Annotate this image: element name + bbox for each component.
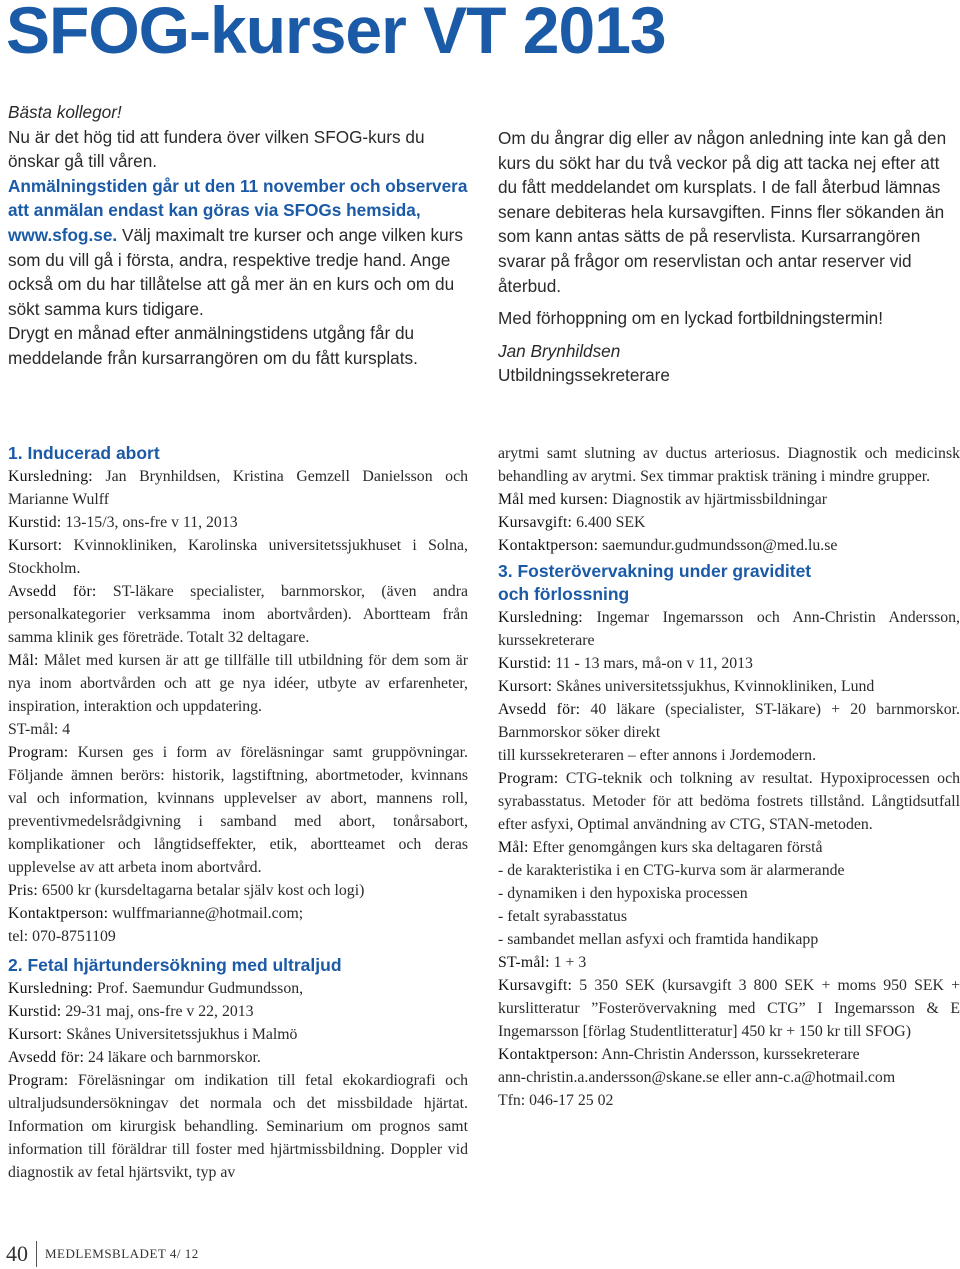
greeting: Bästa kollegor!: [8, 102, 122, 122]
course-3-kurstid: [498, 652, 960, 675]
label: Kontaktperson:: [498, 537, 599, 554]
course-1-heading: 1. Inducerad abort: [8, 443, 160, 463]
course-3-kursort: [498, 675, 960, 698]
value: 11 - 13 mars, må-on v 11, 2013: [551, 655, 753, 672]
course-2-program-continued: arytmi samt slutning av ductus arteriosus. Diagnostik och medicinsk behandling av arytmi. Sex timmar praktisk träning i mindre grupper.: [498, 445, 960, 485]
course-3-goal-item: - sambandet mellan asfyxi och framtida handikapp: [498, 931, 819, 948]
course-1-pris: [8, 879, 468, 902]
label: Mål:: [8, 652, 39, 669]
label: Kurstid:: [498, 655, 552, 672]
label: Kursort:: [498, 678, 553, 695]
course-1-kursort: [8, 534, 468, 580]
value: Föreläsningar om indikation till fetal ekokardiografi och ultraljudsundersökningav det normala och det missbildade hjärtat. Information om kirurgisk behandling. Seminarium om prognos samt information till föräldrar till foster med hjärtmissbildning. Doppler vid diagnostik av fetal hjärtsvikt, typ av: [8, 1072, 468, 1181]
intro-paragraph-1: Nu är det hög tid att fundera över vilken SFOG-kurs du önskar gå till våren.: [8, 126, 425, 172]
course-3-program: [498, 767, 960, 836]
course-1-mal: [8, 649, 468, 718]
course-1-avsedd: [8, 580, 468, 649]
intro-right-paragraph-1: Om du ångrar dig eller av någon anledning inte kan gå den kurs du sökt har du två veckor på dig att tacka nej efter att du fått meddelandet om kursplats. I de fall återbud lämnas senare debiteras hela kursavgiften. Finns fler sökanden än som kann antas sätts de på reservlista. Kursarrangören svarar på frågor om reservlistan och antar reserver vid återbud.: [498, 128, 947, 296]
value: Ingemar Ingemarsson och Ann-Christin Andersson, kurssekreterare: [498, 609, 960, 649]
course-2-avgift: [498, 511, 960, 534]
course-3-avgift: [498, 974, 960, 1043]
value: 1 + 3: [549, 954, 587, 971]
course-2-kursort: [8, 1023, 468, 1046]
intro-left-column: [8, 100, 470, 371]
label: Pris:: [8, 882, 38, 899]
value: Kursen ges i form av föreläsningar samt gruppövningar. Följande ämnen berörs: historik, lagstiftning, abortmetoder, kvinnans val och information, kvinnans upplevelser av abort, mannens roll, preventivmedelsrådgivning i samband med abort, tonårsabort, komplikationer och långtidseffekter, etik, abortteamet och deras upplevelse av att arbeta inom abortvård.: [8, 744, 468, 876]
course-1-stmal: ST-mål: 4: [8, 721, 71, 738]
page-number: 40: [6, 1241, 28, 1266]
value: CTG-teknik och tolkning av resultat. Hypoxiprocessen och syrabasstatus. Metoder för att bedöma fostrets tillstånd. Långtidsutfall efter asfyxi, Optimal användning av CTG, STAN-metoden.: [498, 770, 960, 833]
value: 6500 kr (kursdeltagarna betalar själv kost och logi): [37, 882, 365, 899]
course-1-kontakt: [8, 902, 468, 925]
course-1-kursledning: [8, 465, 468, 511]
label: Program:: [8, 744, 69, 761]
value: 40 läkare (specialister, ST-läkare) + 20 barnmorskor. Barnmorskor söker direkt: [498, 701, 960, 741]
course-3-avsedd: [498, 698, 960, 744]
course-1-program: [8, 741, 468, 879]
value: 24 läkare och barnmorskor.: [84, 1049, 261, 1066]
course-2-mal: [498, 488, 960, 511]
course-2-kontakt: [498, 534, 960, 557]
course-1-kurstid: [8, 511, 468, 534]
label: Kursort:: [8, 1026, 63, 1043]
course-2-avsedd: [8, 1046, 468, 1069]
signature-title: Utbildningssekreterare: [498, 365, 670, 386]
course-2-program: [8, 1069, 468, 1184]
publication-name: MEDLEMSBLADET 4/ 12: [45, 1246, 199, 1261]
page-title: SFOG-kurser VT 2013: [6, 0, 666, 67]
label: Kontaktperson:: [8, 905, 109, 922]
value: Efter genomgången kurs ska deltagaren förstå: [528, 839, 823, 856]
label: ST-mål:: [498, 954, 550, 971]
courses-left-column: [8, 442, 468, 1184]
course-3-stmal: [498, 951, 960, 974]
value: ST-läkare specialister, barnmorskor, (även andra personalkategorier verksamma inom abortvården). Abortteam från samma klinik ges företräde. Totalt 32 deltagare.: [8, 583, 468, 646]
label: Mål:: [498, 839, 529, 856]
heading-line-1: 3. Fosterövervakning under graviditet: [498, 561, 812, 581]
signature-name: Jan Brynhildsen: [498, 340, 621, 361]
label: Program:: [498, 770, 559, 787]
intro-paragraph-2-rest: Välj maximalt tre kurser och ange vilken kurs som du vill gå i första, andra, respektive tredje hand. Ange också om du har tillåtelse att gå mer än en kurs och om du sökt samma kurs tidigare.: [8, 224, 463, 319]
value: Prof. Saemundur Gudmundsson,: [92, 980, 304, 997]
value: 13-15/3, ons-fre v 11, 2013: [61, 514, 238, 531]
label: Kursort:: [8, 537, 63, 554]
course-2-kurstid: [8, 1000, 468, 1023]
course-2-kursledning: [8, 977, 468, 1000]
label: Kursavgift:: [498, 514, 573, 531]
label: Kurstid:: [8, 514, 62, 531]
course-3-avsedd-continued: till kurssekreteraren – efter annons i Jordemodern.: [498, 747, 817, 764]
courses-right-column: [498, 442, 960, 1112]
value: 6.400 SEK: [572, 514, 646, 531]
value: saemundur.gudmundsson@med.lu.se: [598, 537, 838, 554]
course-3-goal-item: - fetalt syrabasstatus: [498, 908, 627, 925]
value: Diagnostik av hjärtmissbildningar: [608, 491, 827, 508]
value: Målet med kursen är att ge tillfälle till utbildning för dem som är nya inom abortvården och att ge nya idéer, utbyte av erfarenheter, inspiration, interaktion och uppdatering.: [8, 652, 468, 715]
course-3-mal: [498, 836, 960, 859]
label: Avsedd för:: [8, 583, 97, 600]
value: Skånes universitetssjukhus, Kvinnokliniken, Lund: [552, 678, 875, 695]
value: 5 350 SEK (kursavgift 3 800 SEK + moms 950 SEK + kurslitteratur ”Fosterövervakning med CTG” I Ingemarsson & E Ingemarsson [förlag Studentlitteratur] 450 kr + 150 kr till SFOG): [498, 977, 960, 1040]
label: Mål med kursen:: [498, 491, 609, 508]
intro-paragraph-2: [8, 174, 470, 322]
label: Avsedd för:: [8, 1049, 85, 1066]
course-3-goal-item: - dynamiken i den hypoxiska processen: [498, 885, 748, 902]
course-2-heading: 2. Fetal hjärtundersökning med ultraljud: [8, 955, 342, 975]
page-footer: [6, 1240, 199, 1268]
course-3-heading: [498, 560, 960, 606]
value: Skånes Universitetssjukhus i Malmö: [62, 1026, 298, 1043]
label: Avsedd för:: [498, 701, 581, 718]
label: Kursavgift:: [498, 977, 573, 994]
label: Kursledning:: [8, 980, 93, 997]
intro-right-paragraph-2: Med förhoppning om en lyckad fortbildningstermin!: [498, 308, 884, 329]
intro-right-column: [498, 126, 960, 388]
value: Jan Brynhildsen, Kristina Gemzell Danielsson och Marianne Wulff: [8, 468, 468, 508]
course-3-tfn: Tfn: 046-17 25 02: [498, 1092, 614, 1109]
value: 29-31 maj, ons-fre v 22, 2013: [61, 1003, 254, 1020]
deadline-notice: Anmälningstiden går ut den 11 november och observera att anmälan endast kan göras via SFOGs hemsida, www.sfog.se.: [8, 175, 468, 245]
label: Kontaktperson:: [498, 1046, 599, 1063]
label: Kursledning:: [498, 609, 583, 626]
label: Kursledning:: [8, 468, 93, 485]
label: Program:: [8, 1072, 69, 1089]
course-3-emails: ann-christin.a.andersson@skane.se eller ann-c.a@hotmail.com: [498, 1069, 896, 1086]
footer-divider: [36, 1241, 37, 1267]
course-1-tel: tel: 070-8751109: [8, 928, 116, 945]
course-3-kursledning: [498, 606, 960, 652]
value: wulffmarianne@hotmail.com;: [108, 905, 304, 922]
intro-paragraph-3: Drygt en månad efter anmälningstidens utgång får du meddelande från kursarrangören om du fått kursplats.: [8, 323, 418, 368]
value: Ann-Christin Andersson, kurssekreterare: [598, 1046, 860, 1063]
course-3-goal-item: - de karakteristika i en CTG-kurva som är alarmerande: [498, 862, 845, 879]
value: Kvinnokliniken, Karolinska universitetssjukhuset i Solna, Stockholm.: [8, 537, 468, 577]
course-3-kontakt: [498, 1043, 960, 1066]
label: Kurstid:: [8, 1003, 62, 1020]
heading-line-2: och förlossning: [498, 584, 630, 604]
